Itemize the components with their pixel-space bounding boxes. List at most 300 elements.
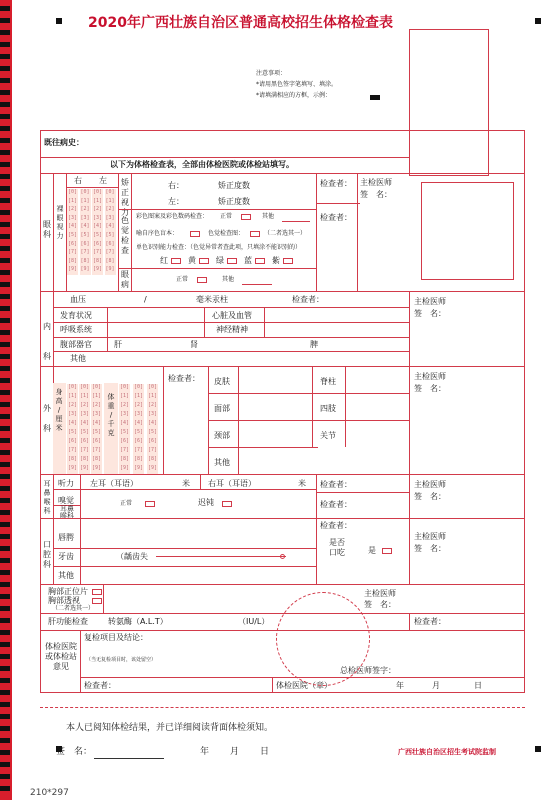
digit-bubble[interactable]: [4] (67, 420, 78, 426)
lips-label: 唇腭 (58, 533, 74, 542)
kidney-label: 肾 (190, 340, 198, 349)
timing-mark (0, 210, 10, 215)
surgery-other: 其他 (214, 458, 230, 467)
digit-bubble[interactable]: [3] (119, 411, 130, 417)
digit-bubble[interactable]: [8] (147, 456, 158, 462)
digit-bubble[interactable]: [7] (147, 447, 158, 453)
digit-bubble[interactable]: [4] (119, 420, 130, 426)
digit-bubble[interactable]: [8] (92, 257, 103, 264)
eye-left-degree: 矫正度数 (218, 197, 250, 206)
digit-bubble[interactable]: [4] (147, 420, 158, 426)
timing-mark (0, 114, 10, 119)
timing-mark (0, 66, 10, 71)
review-label: 复检项目及结论： (84, 633, 148, 642)
eye-other: 其他 (222, 276, 235, 283)
timing-mark (0, 258, 10, 263)
oral-section-label: 口 腔 科 (43, 540, 51, 569)
digit-bubble[interactable]: [6] (67, 240, 78, 247)
filled-example-box (370, 95, 380, 100)
timing-mark (0, 510, 10, 515)
left-ear-label: 左耳（耳语） (90, 479, 138, 488)
joints-label: 关节 (320, 431, 336, 440)
heart-label: 心脏及血管 (212, 311, 252, 320)
digit-bubble[interactable]: [6] (79, 438, 90, 444)
digit-bubble[interactable]: [8] (79, 456, 90, 462)
conclusion-examiner: 检查者： (84, 681, 116, 690)
digit-bubble[interactable]: [9] (67, 266, 78, 273)
timing-mark (0, 342, 10, 347)
timing-mark (0, 750, 10, 755)
digit-bubble[interactable]: [2] (91, 402, 102, 408)
timing-mark (0, 186, 10, 191)
surgery-examiner: 检查者： (168, 374, 200, 383)
digit-bubble[interactable]: [4] (105, 223, 115, 230)
timing-mark (0, 678, 10, 683)
digit-bubble[interactable]: [4] (79, 420, 90, 426)
neck-label: 颈部 (214, 431, 230, 440)
digit-bubble[interactable]: [7] (91, 447, 102, 453)
eye-left-label: 左： (168, 197, 184, 206)
digit-bubble[interactable]: [4] (67, 223, 78, 230)
liver-alt-label: 转氨酶（A.L.T） (108, 617, 168, 626)
digit-bubble[interactable]: [7] (133, 447, 144, 453)
eye-section-label: 眼 科 (43, 220, 51, 239)
digit-bubble[interactable]: [8] (91, 456, 102, 462)
digit-bubble[interactable]: [8] (67, 456, 78, 462)
color-option-checkbox[interactable] (171, 258, 181, 264)
notes-line1: *请用黑色签字笔填写、填涂。 (256, 81, 338, 88)
right-ear-label: 右耳（耳语） (208, 479, 256, 488)
chief-sign-label: 总检医师签字： (340, 666, 396, 675)
confusion-checkbox[interactable] (190, 231, 200, 237)
smell-normal: 正常 (120, 500, 133, 507)
digit-bubble[interactable]: [6] (92, 240, 103, 247)
timing-mark (0, 126, 10, 131)
digit-bubble[interactable]: [9] (105, 266, 115, 273)
left-ear-meter: 米 (182, 479, 190, 488)
timing-mark (0, 150, 10, 155)
internal-other: 其他 (70, 354, 86, 363)
digit-bubble[interactable]: [7] (67, 447, 78, 453)
digit-bubble[interactable]: [0] (105, 189, 115, 195)
digit-bubble[interactable]: [5] (91, 429, 102, 435)
internal-section-label: 内 科 (43, 322, 51, 361)
digit-bubble[interactable]: [7] (79, 447, 90, 453)
digit-bubble[interactable]: [7] (67, 249, 78, 256)
digit-bubble[interactable]: [9] (133, 465, 144, 471)
digit-bubble[interactable]: [8] (105, 257, 115, 264)
bp-unit: 毫米汞柱 (196, 295, 228, 304)
teeth-label: 牙齿 (58, 552, 74, 561)
timing-mark (0, 690, 10, 695)
digit-bubble[interactable]: [6] (105, 240, 115, 247)
liver-unit: （IU/L） (238, 617, 270, 626)
digit-bubble[interactable]: [5] (147, 429, 158, 435)
smell-normal-checkbox[interactable] (145, 501, 155, 507)
ent-sign: 签 名： (414, 492, 446, 501)
digit-bubble[interactable]: [0] (67, 384, 78, 390)
timing-mark (0, 618, 10, 623)
color-option-label: 绿 (216, 256, 224, 265)
timing-mark (0, 6, 10, 11)
color-option-checkbox[interactable] (227, 258, 237, 264)
digit-bubble[interactable]: [3] (92, 214, 103, 221)
digit-bubble[interactable]: [6] (147, 438, 158, 444)
hospital-opinion-label: 体检医院或体检站意见 (45, 642, 77, 671)
surgery-chief: 主检医师 (414, 372, 446, 381)
footer-year: 年 (200, 747, 210, 757)
timing-mark (0, 546, 10, 551)
oral-other: 其他 (58, 571, 74, 580)
digit-bubble[interactable]: [7] (105, 249, 115, 256)
timing-mark (0, 594, 10, 599)
timing-mark (0, 702, 10, 707)
smell-dull-checkbox[interactable] (222, 501, 232, 507)
conclusion-month: 月 (432, 681, 440, 690)
digit-bubble[interactable]: [1] (133, 393, 144, 399)
liver-fn-label: 肝功能检查 (48, 617, 88, 626)
timing-mark (0, 414, 10, 419)
chest-fluoro-label: 胸部透视 (48, 596, 80, 605)
paper-size: 210*297 (30, 788, 69, 798)
corner-mark-tl (56, 18, 62, 24)
instruction-text: 以下为体格检查表，全部由体检医院或体检站填写。 (110, 160, 294, 169)
timing-mark (0, 762, 10, 767)
digit-bubble[interactable]: [5] (119, 429, 130, 435)
liver-examiner: 检查者： (414, 617, 446, 626)
page-title: 2020年广西壮族自治区普通高校招生体格检查表 (88, 15, 393, 31)
digit-bubble[interactable]: [7] (119, 447, 130, 453)
timing-mark (0, 306, 10, 311)
eye-left-short: 左 (99, 176, 107, 185)
timing-mark (0, 354, 10, 359)
digit-bubble[interactable]: [9] (67, 465, 78, 471)
internal-chief: 主检医师 (414, 297, 446, 306)
digit-bubble[interactable]: [0] (119, 384, 130, 390)
chest-fluoro-checkbox[interactable] (92, 598, 102, 604)
timing-mark (0, 330, 10, 335)
smell-dull: 迟钝 (198, 498, 214, 507)
smell-label: 嗅觉 (58, 496, 74, 505)
timing-mark (0, 726, 10, 731)
digit-bubble[interactable]: [6] (91, 438, 102, 444)
weak-label: 色觉检查图： (208, 230, 245, 237)
timing-mark (0, 402, 10, 407)
color-option-label: 蓝 (244, 256, 252, 265)
timing-mark (0, 390, 10, 395)
digit-bubble[interactable]: [1] (79, 393, 90, 399)
digit-bubble[interactable]: [0] (147, 384, 158, 390)
timing-mark (0, 582, 10, 587)
digit-bubble[interactable]: [5] (105, 232, 115, 238)
digit-bubble[interactable]: [2] (92, 206, 103, 213)
timing-mark (0, 378, 10, 383)
timing-mark (0, 162, 10, 167)
digit-bubble[interactable]: [1] (105, 197, 115, 204)
digit-bubble[interactable]: [5] (79, 429, 90, 435)
digit-bubble[interactable]: [2] (119, 402, 130, 408)
digit-bubble[interactable]: [2] (80, 206, 90, 213)
color-normal: 正常 (220, 213, 233, 220)
timing-mark (0, 438, 10, 443)
digit-bubble[interactable]: [1] (67, 393, 78, 399)
seal-circle (276, 592, 370, 686)
eye-sign: 签 名： (360, 190, 392, 199)
eye-examiner-1: 检查者： (320, 179, 352, 188)
digit-bubble[interactable]: [1] (92, 197, 103, 204)
eye-right-label: 右： (168, 181, 184, 190)
spine-label: 脊柱 (320, 377, 336, 386)
confusion-label: 喻自序色盲本： (136, 230, 179, 237)
eye-seal-box (421, 182, 514, 280)
color-option-checkbox[interactable] (255, 258, 265, 264)
timing-mark (0, 642, 10, 647)
naked-vision-label: 裸 眼 视 力 (56, 205, 64, 240)
color-other: 其他 (262, 213, 275, 220)
timing-mark (0, 474, 10, 479)
digit-bubble[interactable]: [4] (92, 223, 103, 230)
digit-bubble[interactable]: [1] (147, 393, 158, 399)
bp-slash: / (144, 295, 147, 304)
conclusion-day: 日 (474, 681, 482, 690)
digit-bubble[interactable]: [3] (147, 411, 158, 417)
weight-label: 体 重 / 千 克 (107, 393, 115, 437)
right-ear-meter: 米 (298, 479, 306, 488)
nervous-label: 神经精神 (216, 325, 248, 334)
skin-label: 皮肤 (214, 377, 230, 386)
spleen-label: 脾 (310, 340, 318, 349)
timing-mark (0, 282, 10, 287)
digit-bubble[interactable]: [8] (119, 456, 130, 462)
ent-examiner-2: 检查者： (320, 500, 352, 509)
timing-mark (0, 630, 10, 635)
digit-bubble[interactable]: [0] (92, 189, 103, 195)
digit-bubble[interactable]: [2] (147, 402, 158, 408)
no-review-note: （当无复检项目时，该处留空） (86, 657, 157, 663)
digit-bubble[interactable]: [7] (92, 249, 103, 256)
digit-bubble[interactable]: [6] (67, 438, 78, 444)
digit-bubble[interactable]: [2] (79, 402, 90, 408)
chest-choose-one: （二者选其一） (52, 605, 95, 612)
timing-mark (0, 498, 10, 503)
digit-bubble[interactable]: [9] (80, 266, 90, 273)
digit-bubble[interactable]: [0] (67, 189, 78, 195)
color-option-checkbox[interactable] (283, 258, 293, 264)
respiratory-label: 呼吸系统 (60, 325, 92, 334)
digit-bubble[interactable]: [0] (91, 384, 102, 390)
stutter-yes: 是 (368, 546, 376, 555)
acknowledge-text: 本人已阅知体检结果，并已详细阅读背面体检须知。 (66, 723, 274, 733)
digit-bubble[interactable]: [8] (133, 456, 144, 462)
timing-mark (0, 486, 10, 491)
digit-bubble[interactable]: [4] (91, 420, 102, 426)
face-label: 面部 (214, 404, 230, 413)
eye-chief-doctor: 主检医师 (360, 178, 392, 187)
timing-mark (0, 90, 10, 95)
footer-sign-label: 签 名： (56, 747, 93, 757)
digit-bubble[interactable]: [5] (133, 429, 144, 435)
ent-dept-label: 耳鼻 喉科 (60, 505, 74, 520)
digit-bubble[interactable]: [9] (119, 465, 130, 471)
surgery-sign: 签 名： (414, 384, 446, 393)
digit-bubble[interactable]: [0] (80, 189, 90, 195)
digit-bubble[interactable]: [9] (79, 465, 90, 471)
corner-mark-br (535, 746, 541, 752)
timing-mark (0, 606, 10, 611)
timing-mark (0, 450, 10, 455)
timing-mark (0, 522, 10, 527)
abdominal-label: 腹部器官 (60, 340, 92, 349)
timing-mark (0, 366, 10, 371)
digit-bubble[interactable]: [2] (105, 206, 115, 213)
timing-mark (0, 558, 10, 563)
timing-mark (0, 666, 10, 671)
color-option-label: 红 (160, 256, 168, 265)
choose-one-eye: （二者选其一） (264, 230, 307, 237)
color-sense-label: 色 觉 检 查 (121, 216, 129, 255)
caries-marker (280, 554, 285, 559)
notes-line2: *请填满相应的方框，示例： (256, 92, 332, 99)
chest-chief: 主检医师 (364, 589, 396, 598)
digit-bubble[interactable]: [1] (91, 393, 102, 399)
digit-bubble[interactable]: [3] (67, 214, 78, 221)
digit-bubble[interactable]: [5] (67, 429, 78, 435)
oral-chief: 主检医师 (414, 532, 446, 541)
ent-examiner-1: 检查者： (320, 480, 352, 489)
digit-bubble[interactable]: [9] (91, 465, 102, 471)
timing-mark (0, 462, 10, 467)
digit-bubble[interactable]: [0] (79, 384, 90, 390)
timing-mark (0, 426, 10, 431)
timing-mark (0, 30, 10, 35)
eye-right-short: 右 (74, 176, 82, 185)
bp-label: 血压 (70, 295, 86, 304)
height-label: 身 高 / 厘 米 (55, 388, 63, 432)
eye-right-degree: 矫正度数 (218, 181, 250, 190)
digit-bubble[interactable]: [1] (119, 393, 130, 399)
digit-bubble[interactable]: [3] (105, 214, 115, 221)
digit-bubble[interactable]: [2] (67, 206, 78, 213)
digit-bubble[interactable]: [8] (80, 257, 90, 264)
history-label: 既往病史： (44, 138, 84, 147)
digit-bubble[interactable]: [9] (147, 465, 158, 471)
eye-normal-checkbox[interactable] (197, 277, 207, 283)
internal-sign: 签 名： (414, 309, 446, 318)
eye-examiner-2: 检查者： (320, 213, 352, 222)
timing-mark (0, 654, 10, 659)
color-test-label: 彩色图案及彩色数码检查： (136, 213, 209, 220)
timing-mark (0, 270, 10, 275)
digit-bubble[interactable]: [1] (67, 197, 78, 204)
digit-bubble[interactable]: [2] (67, 402, 78, 408)
chest-xray-label: 胸部正位片 (48, 587, 88, 596)
digit-bubble[interactable]: [9] (92, 266, 103, 273)
supervisor-text: 广西壮族自治区招生考试院监制 (398, 748, 496, 756)
timing-mark (0, 714, 10, 719)
timing-mark (0, 534, 10, 539)
timing-mark (0, 786, 10, 791)
oral-examiner: 检查者： (320, 521, 352, 530)
chest-xray-checkbox[interactable] (92, 589, 102, 595)
timing-mark (0, 294, 10, 299)
timing-mark (0, 198, 10, 203)
digit-bubble[interactable]: [3] (79, 411, 90, 417)
footer-month: 月 (230, 747, 240, 757)
stutter-yes-checkbox[interactable] (382, 548, 392, 554)
chest-sign: 签 名： (364, 600, 396, 609)
digit-bubble[interactable]: [0] (133, 384, 144, 390)
timing-mark (0, 54, 10, 59)
timing-mark (0, 18, 10, 23)
digit-bubble[interactable]: [2] (133, 402, 144, 408)
eye-normal: 正常 (176, 276, 189, 283)
corner-mark-tr (535, 18, 541, 24)
eye-disease-label: 眼 病 (121, 270, 129, 289)
conclusion-year: 年 (396, 681, 404, 690)
timing-mark (0, 234, 10, 239)
internal-examiner: 检查者： (292, 295, 324, 304)
corrected-vision-label: 矫 正 视 力 (121, 178, 129, 217)
timing-mark (0, 102, 10, 107)
ent-chief: 主检医师 (414, 480, 446, 489)
surgery-section-label: 外 科 (43, 404, 51, 433)
timing-mark (0, 78, 10, 83)
digit-bubble[interactable]: [6] (80, 240, 90, 247)
single-color-label: 单色识别能力检查：（色觉异常者查此项，只填涂不能识别的） (136, 244, 302, 251)
oral-sign: 签 名： (414, 544, 446, 553)
digit-bubble[interactable]: [7] (80, 249, 90, 256)
color-normal-checkbox[interactable] (241, 214, 251, 220)
digit-bubble[interactable]: [3] (67, 411, 78, 417)
timing-mark (0, 246, 10, 251)
liver-label: 肝 (114, 340, 122, 349)
notes-heading: 注意事项： (256, 70, 287, 77)
weak-checkbox[interactable] (250, 231, 260, 237)
digit-bubble[interactable]: [8] (67, 257, 78, 264)
digit-bubble[interactable]: [3] (91, 411, 102, 417)
development-label: 发育状况 (60, 311, 92, 320)
digit-bubble[interactable]: [4] (80, 223, 90, 230)
timing-mark (0, 774, 10, 779)
color-option-label: 黄 (188, 256, 196, 265)
timing-mark (0, 42, 10, 47)
digit-bubble[interactable]: [5] (67, 232, 78, 238)
limbs-label: 四肢 (320, 404, 336, 413)
caries-label: （龋齿失 (116, 552, 148, 561)
digit-bubble[interactable]: [4] (133, 420, 144, 426)
timing-mark (0, 174, 10, 179)
digit-bubble[interactable]: [6] (133, 438, 144, 444)
timing-mark (0, 318, 10, 323)
timing-mark (0, 738, 10, 743)
timing-mark (0, 138, 10, 143)
hospital-seal-label: 体检医院（章） (276, 681, 332, 690)
timing-mark (0, 222, 10, 227)
color-option-checkbox[interactable] (199, 258, 209, 264)
digit-bubble[interactable]: [6] (119, 438, 130, 444)
ent-section-label: 耳 鼻 喉 科 (43, 480, 51, 515)
digit-bubble[interactable]: [3] (80, 214, 90, 221)
digit-bubble[interactable]: [3] (133, 411, 144, 417)
color-option-label: 紫 (272, 256, 280, 265)
digit-bubble[interactable]: [5] (80, 232, 90, 238)
timing-mark (0, 570, 10, 575)
hearing-label: 听力 (58, 479, 74, 488)
stutter-label: 是否 口吃 (329, 538, 345, 557)
digit-bubble[interactable]: [1] (80, 197, 90, 204)
digit-bubble[interactable]: [5] (92, 232, 103, 238)
footer-day: 日 (260, 747, 270, 757)
